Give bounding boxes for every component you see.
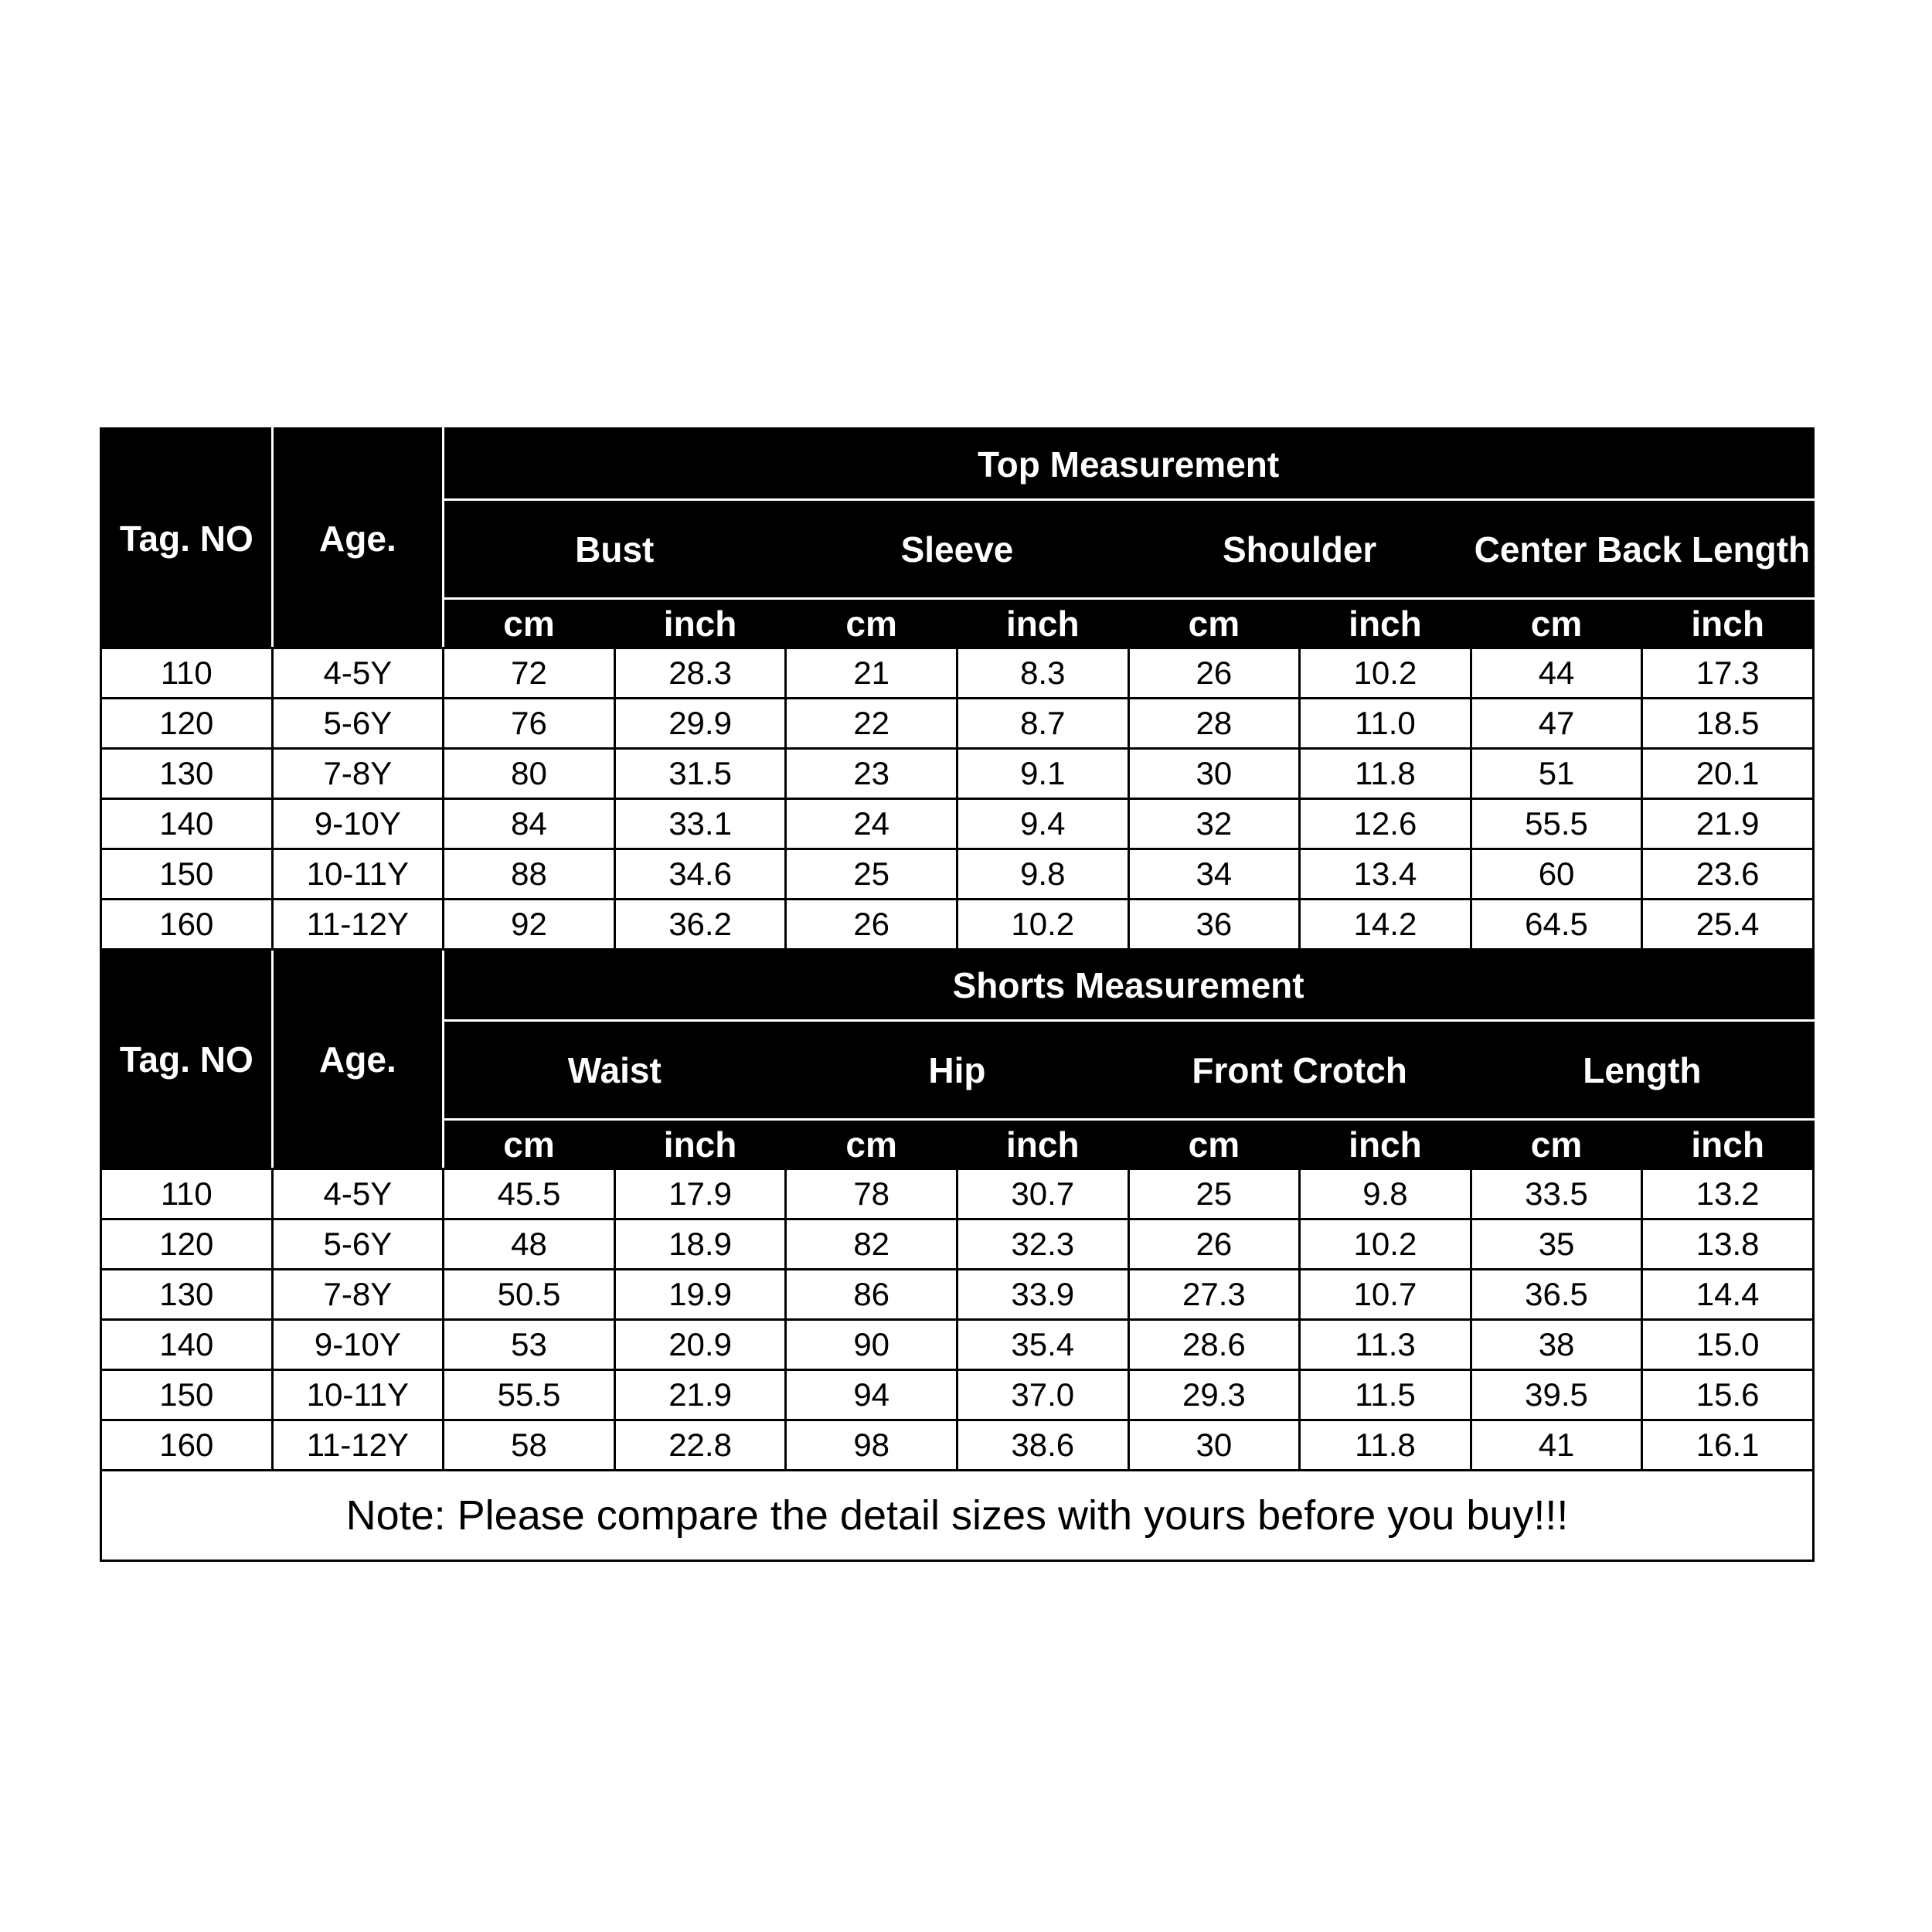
table-cell: 26: [786, 900, 957, 950]
table-cell: 15.0: [1642, 1320, 1814, 1370]
table-cell: 9-10Y: [272, 1320, 444, 1370]
table-cell: 30: [1128, 1420, 1300, 1471]
table-cell: 11.8: [1300, 1420, 1471, 1471]
table-cell: 5-6Y: [272, 699, 444, 749]
table-cell: 9.8: [957, 849, 1128, 900]
table-cell: 58: [444, 1420, 615, 1471]
table-cell: 110: [101, 648, 273, 699]
shorts-measurement-title: Shorts Measurement: [444, 950, 1814, 1021]
top-group-header: Center Back Length: [1471, 500, 1813, 599]
table-cell: 10.2: [1300, 648, 1471, 699]
table-cell: 98: [786, 1420, 957, 1471]
unit-cm-header: cm: [444, 1120, 615, 1169]
shorts-tag-header: Tag. NO: [101, 950, 273, 1169]
table-row: [101, 699, 1814, 749]
table-cell: 34: [1128, 849, 1300, 900]
table-row: [101, 799, 1814, 849]
table-cell: 23: [786, 749, 957, 799]
table-cell: 9-10Y: [272, 799, 444, 849]
table-cell: 160: [101, 900, 273, 950]
table-cell: 29.9: [614, 699, 786, 749]
table-row: [101, 900, 1814, 950]
unit-cm-header: cm: [444, 599, 615, 648]
shorts-group-header: Hip: [786, 1021, 1128, 1120]
table-cell: 28.6: [1128, 1320, 1300, 1370]
top-measurement-title: Top Measurement: [444, 429, 1814, 500]
table-cell: 140: [101, 1320, 273, 1370]
table-cell: 18.5: [1642, 699, 1814, 749]
table-cell: 10.7: [1300, 1270, 1471, 1320]
unit-inch-header: inch: [1300, 1120, 1471, 1169]
unit-inch-header: inch: [1300, 599, 1471, 648]
table-cell: 39.5: [1471, 1370, 1642, 1420]
table-cell: 44: [1471, 648, 1642, 699]
top-group-header: Bust: [444, 500, 786, 599]
table-cell: 10.2: [957, 900, 1128, 950]
size-table: [100, 427, 1815, 1562]
table-cell: 88: [444, 849, 615, 900]
table-cell: 55.5: [1471, 799, 1642, 849]
table-cell: 20.1: [1642, 749, 1814, 799]
table-cell: 37.0: [957, 1370, 1128, 1420]
table-cell: 35: [1471, 1219, 1642, 1270]
unit-cm-header: cm: [786, 599, 957, 648]
table-cell: 140: [101, 799, 273, 849]
table-row: [101, 1270, 1814, 1320]
table-cell: 26: [1128, 648, 1300, 699]
table-row: [101, 1420, 1814, 1471]
note-row: [101, 1471, 1814, 1561]
table-cell: 160: [101, 1420, 273, 1471]
table-cell: 19.9: [614, 1270, 786, 1320]
shorts-group-header: Length: [1471, 1021, 1813, 1120]
table-cell: 120: [101, 1219, 273, 1270]
table-cell: 120: [101, 699, 273, 749]
table-cell: 13.2: [1642, 1169, 1814, 1219]
unit-inch-header: inch: [614, 1120, 786, 1169]
table-cell: 51: [1471, 749, 1642, 799]
table-cell: 4-5Y: [272, 1169, 444, 1219]
table-cell: 110: [101, 1169, 273, 1219]
table-cell: 13.4: [1300, 849, 1471, 900]
table-cell: 16.1: [1642, 1420, 1814, 1471]
table-cell: 10.2: [1300, 1219, 1471, 1270]
table-cell: 25.4: [1642, 900, 1814, 950]
unit-inch-header: inch: [957, 599, 1128, 648]
shorts-title-row: [101, 950, 1814, 1021]
unit-inch-header: inch: [957, 1120, 1128, 1169]
table-cell: 36.2: [614, 900, 786, 950]
table-cell: 13.8: [1642, 1219, 1814, 1270]
unit-inch-header: inch: [1642, 599, 1814, 648]
unit-cm-header: cm: [786, 1120, 957, 1169]
unit-cm-header: cm: [1471, 599, 1642, 648]
table-row: [101, 1219, 1814, 1270]
table-cell: 11.5: [1300, 1370, 1471, 1420]
table-cell: 29.3: [1128, 1370, 1300, 1420]
table-cell: 150: [101, 1370, 273, 1420]
top-age-header: Age.: [272, 429, 444, 648]
table-cell: 72: [444, 648, 615, 699]
table-cell: 36: [1128, 900, 1300, 950]
top-tag-header: Tag. NO: [101, 429, 273, 648]
table-cell: 12.6: [1300, 799, 1471, 849]
table-cell: 9.4: [957, 799, 1128, 849]
unit-cm-header: cm: [1128, 599, 1300, 648]
top-title-row: [101, 429, 1814, 500]
table-cell: 92: [444, 900, 615, 950]
table-cell: 7-8Y: [272, 1270, 444, 1320]
table-cell: 10-11Y: [272, 849, 444, 900]
table-cell: 60: [1471, 849, 1642, 900]
table-cell: 4-5Y: [272, 648, 444, 699]
unit-inch-header: inch: [614, 599, 786, 648]
table-cell: 64.5: [1471, 900, 1642, 950]
shorts-group-header: Waist: [444, 1021, 786, 1120]
table-cell: 86: [786, 1270, 957, 1320]
table-cell: 130: [101, 749, 273, 799]
shorts-group-header: Front Crotch: [1128, 1021, 1471, 1120]
table-cell: 30.7: [957, 1169, 1128, 1219]
table-cell: 78: [786, 1169, 957, 1219]
table-cell: 150: [101, 849, 273, 900]
table-cell: 34.6: [614, 849, 786, 900]
table-cell: 33.9: [957, 1270, 1128, 1320]
table-cell: 21: [786, 648, 957, 699]
table-cell: 84: [444, 799, 615, 849]
table-cell: 11-12Y: [272, 900, 444, 950]
note-text: Note: Please compare the detail sizes with yours before you buy!!!: [101, 1471, 1814, 1561]
table-cell: 31.5: [614, 749, 786, 799]
table-cell: 25: [1128, 1169, 1300, 1219]
table-cell: 48: [444, 1219, 615, 1270]
table-cell: 22.8: [614, 1420, 786, 1471]
table-row: [101, 1320, 1814, 1370]
table-cell: 14.4: [1642, 1270, 1814, 1320]
table-cell: 25: [786, 849, 957, 900]
table-cell: 17.9: [614, 1169, 786, 1219]
table-cell: 22: [786, 699, 957, 749]
table-cell: 33.1: [614, 799, 786, 849]
table-cell: 14.2: [1300, 900, 1471, 950]
table-cell: 11.3: [1300, 1320, 1471, 1370]
table-cell: 28: [1128, 699, 1300, 749]
table-cell: 10-11Y: [272, 1370, 444, 1420]
table-cell: 35.4: [957, 1320, 1128, 1370]
table-cell: 82: [786, 1219, 957, 1270]
table-cell: 23.6: [1642, 849, 1814, 900]
table-cell: 38.6: [957, 1420, 1128, 1471]
size-chart: [100, 427, 1815, 1562]
table-cell: 8.7: [957, 699, 1128, 749]
table-cell: 94: [786, 1370, 957, 1420]
table-cell: 32: [1128, 799, 1300, 849]
unit-inch-header: inch: [1642, 1120, 1814, 1169]
table-row: [101, 849, 1814, 900]
table-cell: 55.5: [444, 1370, 615, 1420]
table-cell: 45.5: [444, 1169, 615, 1219]
table-cell: 11-12Y: [272, 1420, 444, 1471]
table-cell: 90: [786, 1320, 957, 1370]
table-cell: 38: [1471, 1320, 1642, 1370]
table-cell: 9.1: [957, 749, 1128, 799]
table-cell: 32.3: [957, 1219, 1128, 1270]
table-cell: 80: [444, 749, 615, 799]
table-cell: 47: [1471, 699, 1642, 749]
table-row: [101, 1169, 1814, 1219]
table-cell: 11.0: [1300, 699, 1471, 749]
table-cell: 8.3: [957, 648, 1128, 699]
table-cell: 11.8: [1300, 749, 1471, 799]
table-row: [101, 1370, 1814, 1420]
unit-cm-header: cm: [1471, 1120, 1642, 1169]
table-cell: 24: [786, 799, 957, 849]
table-row: [101, 648, 1814, 699]
table-cell: 130: [101, 1270, 273, 1320]
table-row: [101, 749, 1814, 799]
table-cell: 41: [1471, 1420, 1642, 1471]
table-cell: 28.3: [614, 648, 786, 699]
table-cell: 21.9: [1642, 799, 1814, 849]
shorts-age-header: Age.: [272, 950, 444, 1169]
table-cell: 20.9: [614, 1320, 786, 1370]
table-cell: 15.6: [1642, 1370, 1814, 1420]
table-cell: 5-6Y: [272, 1219, 444, 1270]
top-group-header: Shoulder: [1128, 500, 1471, 599]
table-cell: 36.5: [1471, 1270, 1642, 1320]
table-cell: 50.5: [444, 1270, 615, 1320]
top-group-header: Sleeve: [786, 500, 1128, 599]
table-cell: 26: [1128, 1219, 1300, 1270]
table-cell: 7-8Y: [272, 749, 444, 799]
table-cell: 17.3: [1642, 648, 1814, 699]
unit-cm-header: cm: [1128, 1120, 1300, 1169]
table-cell: 33.5: [1471, 1169, 1642, 1219]
table-cell: 18.9: [614, 1219, 786, 1270]
table-cell: 30: [1128, 749, 1300, 799]
table-cell: 27.3: [1128, 1270, 1300, 1320]
table-cell: 53: [444, 1320, 615, 1370]
table-cell: 9.8: [1300, 1169, 1471, 1219]
table-cell: 21.9: [614, 1370, 786, 1420]
table-cell: 76: [444, 699, 615, 749]
